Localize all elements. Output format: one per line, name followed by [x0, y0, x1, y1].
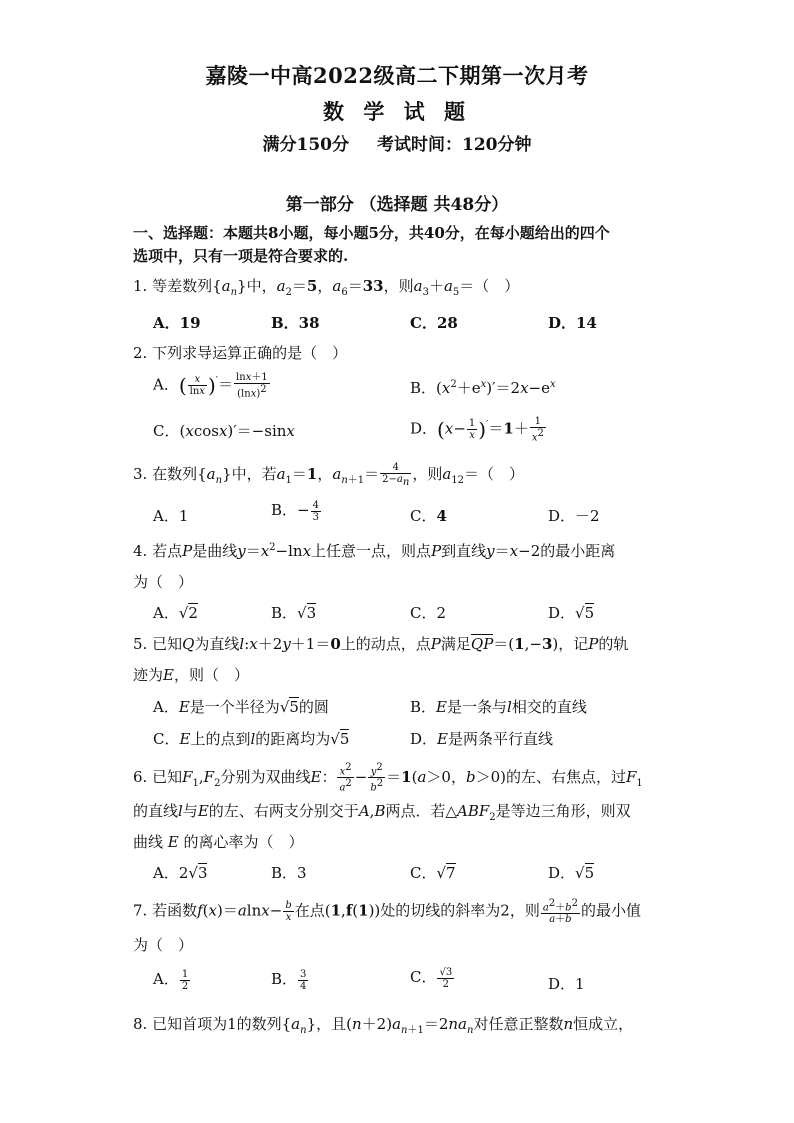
q7-option-b[interactable]: B． $\frac{3}{4}$ — [271, 968, 307, 992]
q1-option-c[interactable]: C．28 — [410, 314, 458, 332]
q6-option-a[interactable]: A．2√3 — [153, 864, 208, 882]
q7-option-a[interactable]: A． $\frac{1}{2}$ — [153, 968, 189, 992]
question-8: 8. 已知首项为1的数列$\{a_n\}$，且$(n+2)a_{n+1}=2na_n$对任意正整数n恒成立， — [133, 1015, 634, 1036]
q4-option-d[interactable]: D．√5 — [548, 604, 595, 622]
section-heading: 第一部分 （选择题 共48分） — [285, 195, 509, 215]
q1-option-a[interactable]: A．19 — [153, 314, 201, 332]
exam-time: 考试时间：120分钟 — [377, 135, 532, 155]
q1-option-d[interactable]: D．14 — [548, 314, 597, 332]
q6-option-d[interactable]: D．√5 — [548, 864, 595, 882]
q5-option-d[interactable]: D．E是两条平行直线 — [410, 730, 553, 748]
q2-option-a[interactable]: A．( $\frac{x}{\ln x}$ )′＝ $\frac{\ln x+1}{(\ln x)^2}$ — [153, 372, 268, 400]
q3-option-d[interactable]: D．－2 — [548, 507, 600, 525]
q5-option-b[interactable]: B．E是一条与l相交的直线 — [410, 698, 587, 716]
exam-title: 嘉陵一中高2022级高二下期第一次月考 — [205, 63, 589, 88]
exam-subtitle: 数 学 试 题 — [323, 99, 471, 124]
q7-option-d[interactable]: D．1 — [548, 975, 585, 993]
q3-option-c[interactable]: C．4 — [410, 507, 447, 525]
q3-option-b[interactable]: B．− $\frac{4}{3}$ — [271, 499, 319, 523]
question-3: 3. 在数列$\{a_n\}$中，若$a_1=1$，$a_{n+1}=$ $\frac{4}{2-a_n}$ ，则$a_{12}=$（ ） — [133, 462, 525, 488]
full-score: 满分150分 — [262, 135, 349, 155]
q5-option-a[interactable]: A．E是一个半径为√5的圆 — [153, 698, 329, 716]
question-7-line-2: 为（ ） — [133, 936, 194, 954]
question-4-line-2: 为（ ） — [133, 573, 194, 591]
q3-option-a[interactable]: A．1 — [153, 507, 189, 525]
q6-option-b[interactable]: B．3 — [271, 864, 307, 882]
instructions-line-1: 一、选择题：本题共8小题，每小题5分，共40分，在每小题给出的四个 — [133, 224, 610, 242]
q7-option-c[interactable]: C． $\frac{√3}{2}$ — [410, 966, 453, 990]
question-6-line-2: 的直线l与E的左、右两支分别交于A,B两点．若$\triangle ABF_2$是等边三角形，则双 — [133, 802, 631, 823]
q6-option-c[interactable]: C．√7 — [410, 864, 456, 882]
question-5-line-2: 迹为E，则（ ） — [133, 666, 249, 684]
question-4: 4. 若点P是曲线$y=x^2-\ln x$上任意一点，则点P到直线y＝x−2的最小距离 — [133, 542, 616, 560]
q2-option-d[interactable]: D．(x− $\frac{1}{x}$ )′＝1＋ $\frac{1}{x^2}$ — [410, 416, 544, 444]
q2-option-c[interactable]: C．(xcosx)′＝−sinx — [153, 422, 295, 440]
question-6: 6. 已知$F_1,F_2$分别为双曲线E： $\frac{x^2}{a^2}$ − $\frac{y^2}{b^2}$ ＝1(a＞0，b＞0)的左、右焦点，过$F_1$ — [133, 762, 643, 794]
q5-option-c[interactable]: C．E上的点到l的距离均为√5 — [153, 730, 350, 748]
q2-option-b[interactable]: B．$(x^2+e^x)'=2x-e^x$ — [410, 379, 556, 397]
q4-option-c[interactable]: C．2 — [410, 604, 447, 622]
question-2: 2. 下列求导运算正确的是（ ） — [133, 344, 348, 362]
q4-option-b[interactable]: B．√3 — [271, 604, 317, 622]
question-5: 5. 已知Q为直线l:x＋2y＋1＝0上的动点，点P满足QP＝(1,−3)，记P的轨 — [133, 635, 629, 653]
instructions-line-2: 选项中，只有一项是符合要求的. — [133, 247, 349, 265]
question-1: 1. 等差数列$\{a_n\}$中，$a_2=5$，$a_6=33$，则$a_3+a_5=$（ ） — [133, 277, 520, 298]
q1-option-b[interactable]: B．38 — [271, 314, 320, 332]
question-7: 7. 若函数f(x)＝alnx− $\frac{b}{x}$ 在点(1,f(1))处的切线的斜率为2，则 $\frac{a^2+b^2}{a+b}$ 的最小值 — [133, 898, 641, 926]
q4-option-a[interactable]: A．√2 — [153, 604, 198, 622]
question-6-line-3: 曲线 E 的离心率为（ ） — [133, 833, 304, 851]
exam-meta — [0, 130, 794, 155]
